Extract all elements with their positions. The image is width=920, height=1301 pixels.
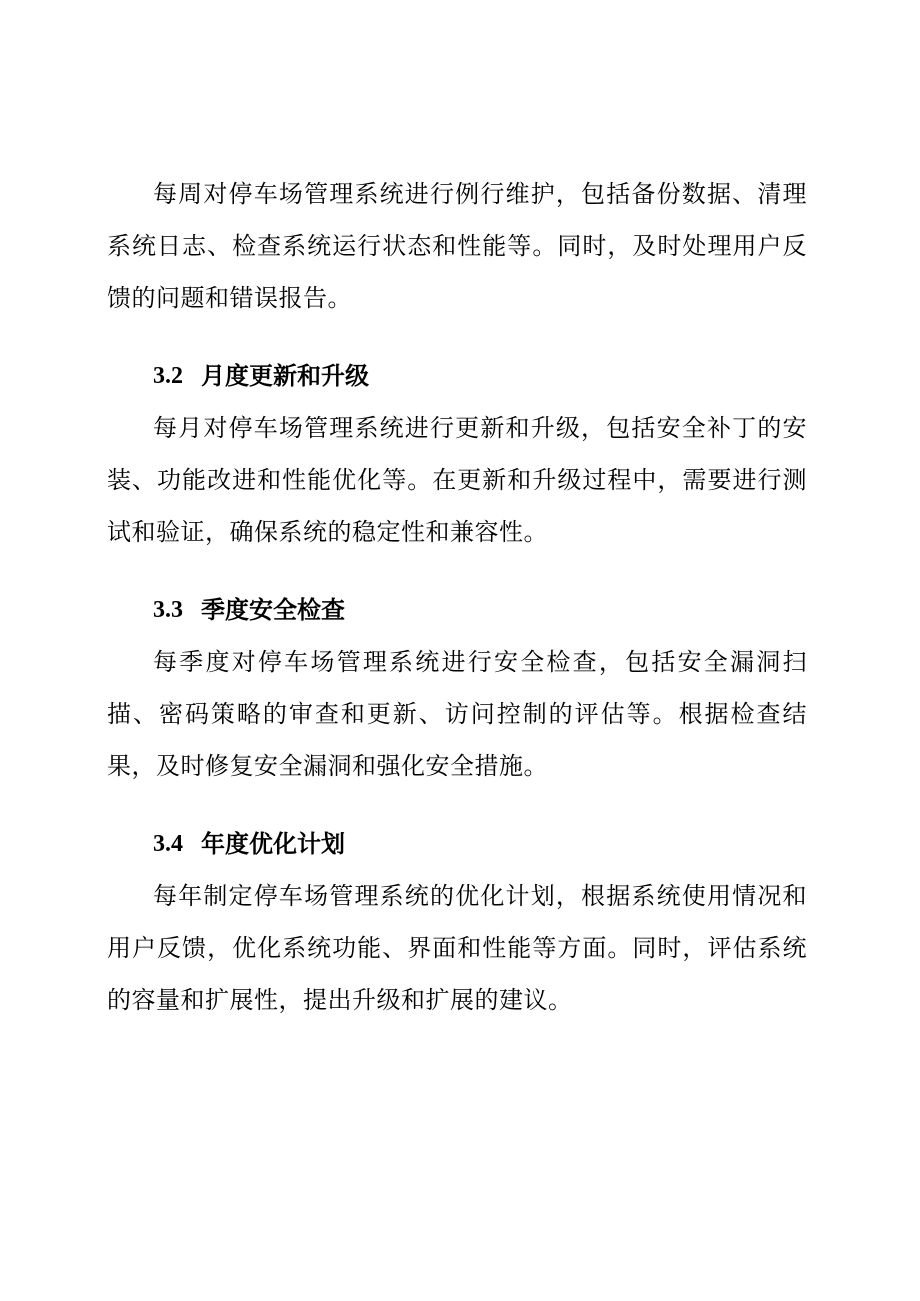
section-spacer — [107, 558, 807, 590]
section-heading-3-2 — [107, 356, 807, 396]
section-paragraph-3-3: 每季度对停车场管理系统进行安全检查，包括安全漏洞扫描、密码策略的审查和更新、访问控制的评估等。根据检查结果，及时修复安全漏洞和强化安全措施。 — [107, 648, 807, 780]
section-number: 3.2 — [153, 363, 183, 389]
section-spacer — [107, 792, 807, 824]
section-number: 3.3 — [153, 597, 183, 623]
intro-paragraph: 每周对停车场管理系统进行例行维护，包括备份数据、清理系统日志、检查系统运行状态和性能等。同时，及时处理用户反馈的问题和错误报告。 — [107, 180, 807, 312]
section-title: 年度优化计划 — [201, 829, 345, 858]
section-spacer — [107, 324, 807, 356]
section-paragraph-3-2: 每月对停车场管理系统进行更新和升级，包括安全补丁的安装、功能改进和性能优化等。在更新和升级过程中，需要进行测试和验证，确保系统的稳定性和兼容性。 — [107, 414, 807, 546]
section-heading-3-3 — [107, 590, 807, 630]
section-title: 季度安全检查 — [201, 595, 345, 624]
section-heading-3-4 — [107, 824, 807, 864]
document-body — [107, 168, 807, 1026]
section-paragraph-3-4: 每年制定停车场管理系统的优化计划，根据系统使用情况和用户反馈，优化系统功能、界面和性能等方面。同时，评估系统的容量和扩展性，提出升级和扩展的建议。 — [107, 882, 807, 1014]
section-title: 月度更新和升级 — [201, 361, 369, 390]
section-number: 3.4 — [153, 831, 183, 857]
